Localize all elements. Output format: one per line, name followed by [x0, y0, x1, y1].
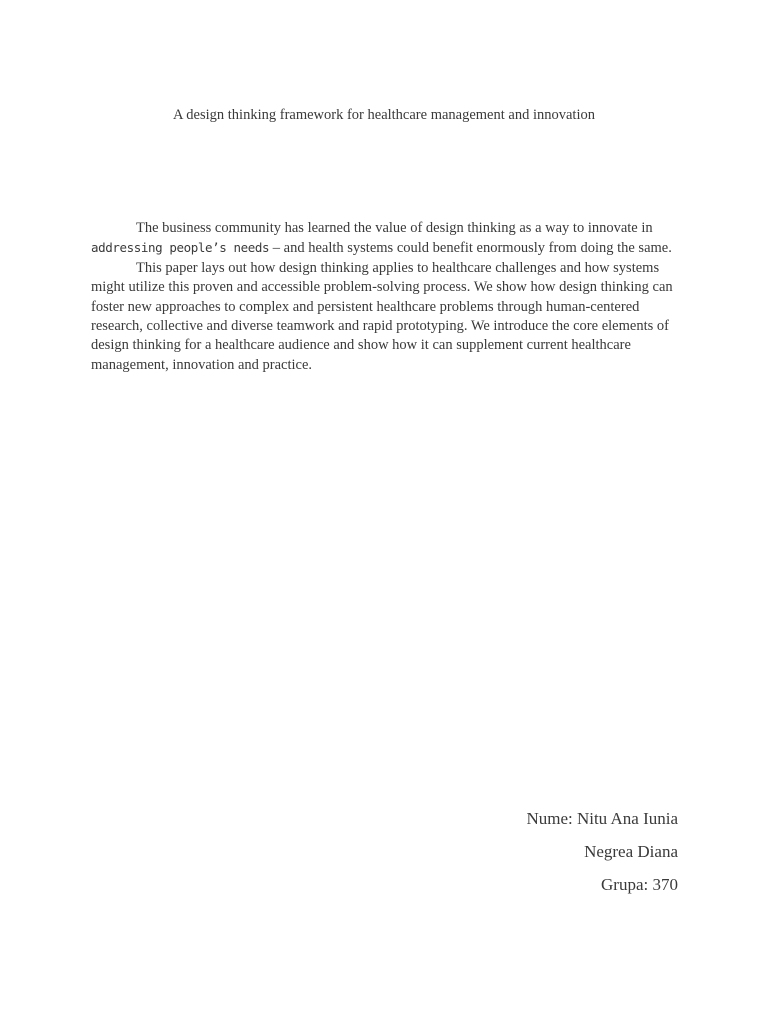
abstract-paragraph-1-start: The business community has learned the value of design thinking as a way to innovate in	[136, 220, 653, 236]
author-second-name: Negrea Diana	[584, 842, 678, 861]
document-title: A design thinking framework for healthcare management and innovation	[173, 107, 595, 123]
abstract-paragraph-1	[91, 219, 681, 259]
abstract-paragraph-2: This paper lays out how design thinking applies to healthcare challenges and how systems might utilize this proven and accessible problem-solving process. We show how design thinking can foster new approaches to complex and persistent healthcare problems through human-centered research, collective and diverse teamwork and rapid prototyping. We introduce the core elements of design thinking for a healthcare audience and show how it can supplement current healthcare management, innovation and practice.	[91, 259, 673, 373]
author-block	[526, 802, 678, 901]
author-name-line: Nume: Nitu Ana Iunia	[526, 809, 678, 828]
abstract-paragraph-1-highlight: addressing people’s needs	[91, 240, 270, 256]
abstract-paragraph-1-end: – and health systems could benefit enormously from doing the same.	[269, 240, 672, 257]
abstract-body	[91, 219, 681, 375]
author-group: Grupa: 370	[601, 875, 678, 894]
